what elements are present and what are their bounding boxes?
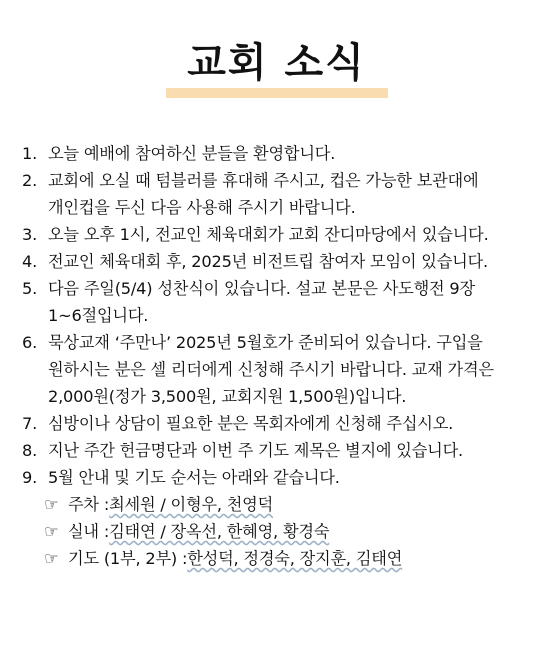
role-names: 김태연 / 장옥선, 한혜영, 황경숙 <box>109 522 330 541</box>
pointing-hand-icon: ☞ <box>44 522 59 541</box>
notice-text <box>48 329 494 410</box>
notice-text <box>48 248 488 275</box>
notice-list <box>22 140 542 572</box>
title-wrap <box>0 38 553 88</box>
notice-number: 9. <box>22 468 38 487</box>
notice-item-2 <box>22 167 542 221</box>
notice-line: 지난 주간 헌금명단과 이번 주 기도 제목은 별지에 있습니다. <box>48 441 463 460</box>
notice-text <box>48 437 463 464</box>
notice-text <box>48 464 340 491</box>
notice-number: 6. <box>22 333 38 352</box>
notice-number: 1. <box>22 144 38 163</box>
notice-item-6 <box>22 329 542 410</box>
notice-line: 개인컵을 두신 다음 사용해 주시기 바랍니다. <box>48 198 356 217</box>
notice-line: 심방이나 상담이 필요한 분은 목회자에게 신청해 주십시오. <box>48 414 454 433</box>
notice-line: 원하시는 분은 셀 리더에게 신청해 주시기 바랍니다. 교재 가격은 <box>48 360 494 379</box>
role-item-parking <box>22 491 542 518</box>
role-names: 한성덕, 정경숙, 장지훈, 김태연 <box>187 549 403 568</box>
notice-line: 전교인 체육대회 후, 2025년 비전트립 참여자 모임이 있습니다. <box>48 252 488 271</box>
may-roles-container <box>22 491 542 572</box>
notice-line: 교회에 오실 때 텀블러를 휴대해 주시고, 컵은 가능한 보관대에 <box>48 171 479 190</box>
pointing-hand-icon: ☞ <box>44 549 59 568</box>
notice-text <box>48 221 489 248</box>
notice-line: 5월 안내 및 기도 순서는 아래와 같습니다. <box>48 468 340 487</box>
role-names: 최세원 / 이형우, 천영덕 <box>109 495 274 514</box>
notice-line: 묵상교재 ‘주만나’ 2025년 5월호가 준비되어 있습니다. 구입을 <box>48 333 483 352</box>
notice-line: 다음 주일(5/4) 성찬식이 있습니다. 설교 본문은 사도행전 9장 <box>48 279 475 298</box>
notice-text <box>48 275 475 329</box>
pointing-hand-icon: ☞ <box>44 495 59 514</box>
role-item-indoor <box>22 518 542 545</box>
notice-number: 5. <box>22 279 38 298</box>
notice-text <box>48 410 453 437</box>
role-label: 주차 : <box>68 495 110 514</box>
page-title: 교회 소식 <box>187 40 366 86</box>
may-roles-list <box>22 491 542 572</box>
notice-line: 2,000원(정가 3,500원, 교회지원 1,500원)입니다. <box>48 387 407 406</box>
notice-line: 1~6절입니다. <box>48 306 149 325</box>
role-item-prayer <box>22 545 542 572</box>
notice-item-5 <box>22 275 542 329</box>
title-highlight-bar <box>166 88 388 98</box>
notice-item-3 <box>22 221 542 248</box>
notice-number: 4. <box>22 252 38 271</box>
notice-number: 2. <box>22 171 38 190</box>
notice-line: 오늘 예배에 참여하신 분들을 환영합니다. <box>48 144 336 163</box>
notice-number: 3. <box>22 225 38 244</box>
notice-item-9 <box>22 464 542 491</box>
notice-text <box>48 167 478 221</box>
role-label: 기도 (1부, 2부) : <box>68 549 188 568</box>
notice-item-1 <box>22 140 542 167</box>
notice-number: 8. <box>22 441 38 460</box>
notice-item-8 <box>22 437 542 464</box>
role-label: 실내 : <box>68 522 110 541</box>
notice-item-4 <box>22 248 542 275</box>
notice-text <box>48 140 335 167</box>
notice-item-7 <box>22 410 542 437</box>
notice-number: 7. <box>22 414 38 433</box>
notice-line: 오늘 오후 1시, 전교인 체육대회가 교회 잔디마당에서 있습니다. <box>48 225 489 244</box>
